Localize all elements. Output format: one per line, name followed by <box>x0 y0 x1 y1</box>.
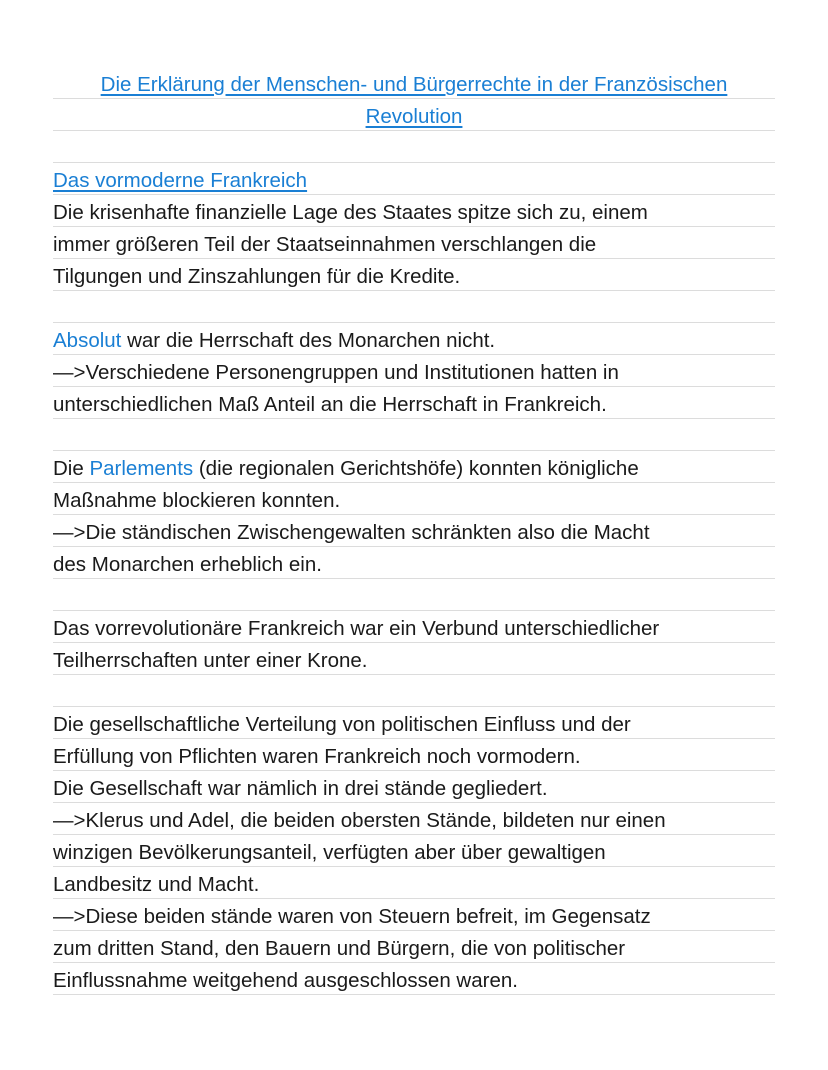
section3-prefix: Die <box>53 457 90 480</box>
section3-line-1-rest: (die regionalen Gerichtshöfe) konnten königliche <box>193 457 639 480</box>
section5-line-3: Die Gesellschaft war nämlich in drei stände gegliedert. <box>53 771 775 803</box>
blank-line <box>53 579 775 611</box>
document-title-link-continued[interactable]: Revolution <box>365 105 463 128</box>
blank-line <box>53 131 775 163</box>
document-title-link[interactable]: Die Erklärung der Menschen- und Bürgerrechte in der Französischen <box>100 73 728 96</box>
section5-line-1: Die gesellschaftliche Verteilung von politischen Einfluss und der <box>53 707 775 739</box>
highlight-absolut: Absolut <box>53 329 122 352</box>
title-line-2 <box>53 99 775 131</box>
highlight-parlements: Parlements <box>89 457 194 480</box>
blank-line <box>53 419 775 451</box>
section5-line-5: winzigen Bevölkerungsanteil, verfügten aber über gewaltigen <box>53 835 775 867</box>
section2-line-3: unterschiedlichen Maß Anteil an die Herrschaft in Frankreich. <box>53 387 775 419</box>
document-page <box>53 67 775 995</box>
section4-line-2: Teilherrschaften unter einer Krone. <box>53 643 775 675</box>
section3-line-1 <box>53 451 775 483</box>
blank-line <box>53 675 775 707</box>
section2-line-2: —>Verschiedene Personengruppen und Institutionen hatten in <box>53 355 775 387</box>
section5-line-9: Einflussnahme weitgehend ausgeschlossen waren. <box>53 963 775 995</box>
section-heading-link[interactable]: Das vormoderne Frankreich <box>53 169 308 192</box>
section2-line-1-rest: war die Herrschaft des Monarchen nicht. <box>121 329 496 352</box>
title-line-1 <box>53 67 775 99</box>
section2-line-1 <box>53 323 775 355</box>
section1-line-2: immer größeren Teil der Staatseinnahmen verschlangen die <box>53 227 775 259</box>
section3-line-2: Maßnahme blockieren konnten. <box>53 483 775 515</box>
section5-line-8: zum dritten Stand, den Bauern und Bürgern, die von politischer <box>53 931 775 963</box>
section3-line-4: des Monarchen erheblich ein. <box>53 547 775 579</box>
section5-line-4: —>Klerus und Adel, die beiden obersten Stände, bildeten nur einen <box>53 803 775 835</box>
section5-line-6: Landbesitz und Macht. <box>53 867 775 899</box>
section5-line-7: —>Diese beiden stände waren von Steuern befreit, im Gegensatz <box>53 899 775 931</box>
section3-line-3: —>Die ständischen Zwischengewalten schränkten also die Macht <box>53 515 775 547</box>
section4-line-1: Das vorrevolutionäre Frankreich war ein Verbund unterschiedlicher <box>53 611 775 643</box>
section5-line-2: Erfüllung von Pflichten waren Frankreich noch vormodern. <box>53 739 775 771</box>
blank-line <box>53 291 775 323</box>
section1-line-1: Die krisenhafte finanzielle Lage des Staates spitze sich zu, einem <box>53 195 775 227</box>
section1-line-3: Tilgungen und Zinszahlungen für die Kredite. <box>53 259 775 291</box>
section-heading-line <box>53 163 775 195</box>
